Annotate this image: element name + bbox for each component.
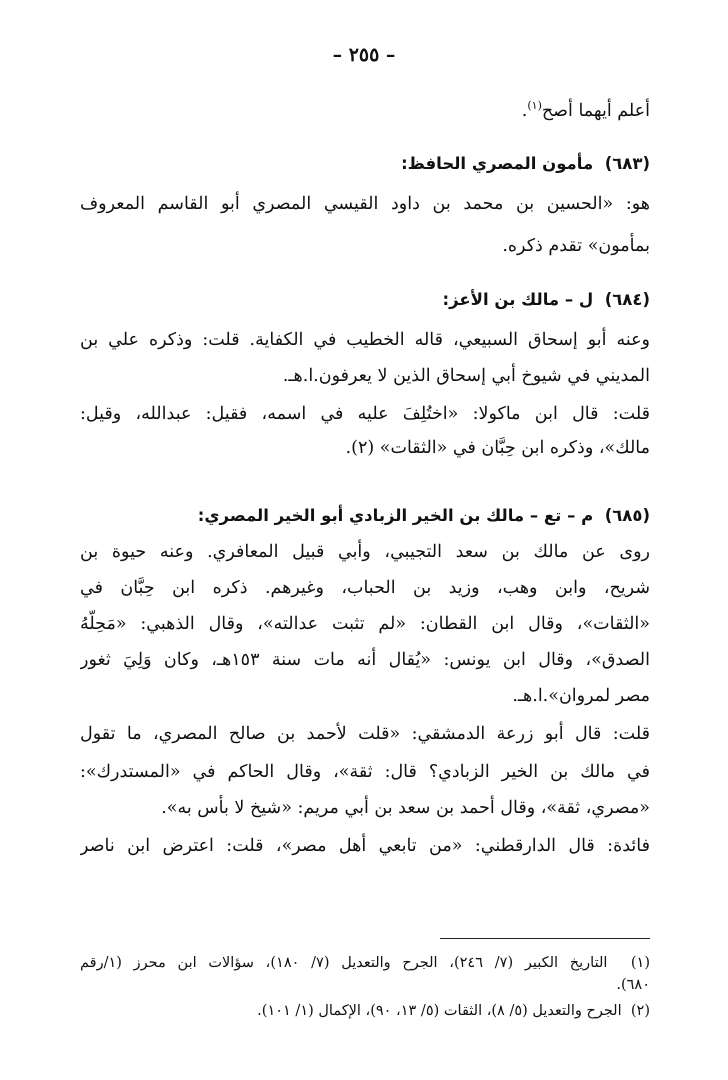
footnote-marker: (٢)	[630, 1003, 650, 1019]
footnote-marker: (١)	[630, 955, 650, 971]
entry-line: «الثقات»، وقال ابن القطان: «لم تثبت عدالته»، وقال الذهبي: «مَحِلُّهُ	[80, 614, 650, 634]
entry-heading	[80, 502, 650, 530]
footnote-line: ٦٨٠).	[616, 977, 650, 993]
footnote-separator	[440, 938, 650, 939]
entry-line: وعنه أبو إسحاق السبيعي، قاله الخطيب في الكفاية. قلت: وذكره علي بن	[80, 330, 650, 350]
entry-title: م – تع – مالك بن الخير الزبادي أبو الخير المصري:	[197, 506, 594, 525]
entry-line: مصر لمروان».ا.هـ.	[512, 686, 650, 706]
entry-line: الصدق»، وقال ابن يونس: «يُقال أنه مات سنة ١٥٣هـ، وكان وَلِيَ ثغور	[80, 650, 650, 670]
entry-line: مالك»، وذكره ابن حِبَّان في «الثقات» (٢).	[345, 438, 650, 458]
entry-line: المديني في شيوخ أبي إسحاق الذين لا يعرفون.ا.هـ.	[282, 366, 650, 386]
entry-heading	[80, 286, 650, 314]
entry-number: (٦٨٥)	[604, 506, 650, 525]
entry-line: روى عن مالك بن سعد التجيبي، وأبي قبيل المعافري. وعنه حيوة بن	[80, 542, 650, 562]
entry-line: في مالك بن الخير الزبادي؟ قال: ثقة»، وقال الحاكم في «المستدرك»:	[80, 762, 650, 782]
entry-title: مأمون المصري الحافظ:	[401, 154, 594, 173]
footnote-line	[80, 952, 650, 974]
intro-period: .	[521, 100, 528, 121]
entry-line: قلت: قال ابن ماكولا: «اختُلِفَ عليه في اسمه، فقيل: عبدالله، وقيل:	[80, 404, 650, 424]
intro-text: أعلم أيهما أصح	[541, 100, 650, 121]
entry-line: قلت: قال أبو زرعة الدمشقي: «قلت لأحمد بن صالح المصري، ما تقول	[80, 724, 650, 744]
footnote-line	[80, 1000, 650, 1022]
entry-line: فائدة: قال الدارقطني: «من تابعي أهل مصر»، قلت: اعترض ابن ناصر	[80, 836, 650, 856]
page-number: – ٢٥٥ –	[332, 44, 396, 66]
footnote-text: الجرح والتعديل (٥/ ٨)، الثقات (٥/ ١٣، ٩٠)، الإكمال (١/ ١٠١).	[257, 1003, 622, 1019]
footnote-ref: (١)	[527, 99, 542, 112]
intro-line	[80, 92, 650, 125]
footnote-text: التاريخ الكبير (٧/ ٢٤٦)، الجرح والتعديل (٧/ ١٨٠)، سؤالات ابن محرز (١/رقم	[80, 955, 608, 971]
entry-heading	[80, 150, 650, 178]
entry-number: (٦٨٤)	[604, 290, 650, 309]
entry-line: «مصري، ثقة»، وقال أحمد بن سعد بن أبي مريم: «شيخ لا بأس به».	[161, 798, 650, 818]
entry-title: ل – مالك بن الأعز:	[442, 290, 594, 309]
entry-number: (٦٨٣)	[604, 154, 650, 173]
entry-line: هو: «الحسين بن محمد بن داود القيسي المصري أبو القاسم المعروف	[80, 194, 650, 214]
entry-line: بمأمون» تقدم ذكره.	[502, 236, 650, 256]
entry-line: شريح، وابن وهب، وزيد بن الحباب، وغيرهم. ذكره ابن حِبَّان في	[80, 578, 650, 598]
